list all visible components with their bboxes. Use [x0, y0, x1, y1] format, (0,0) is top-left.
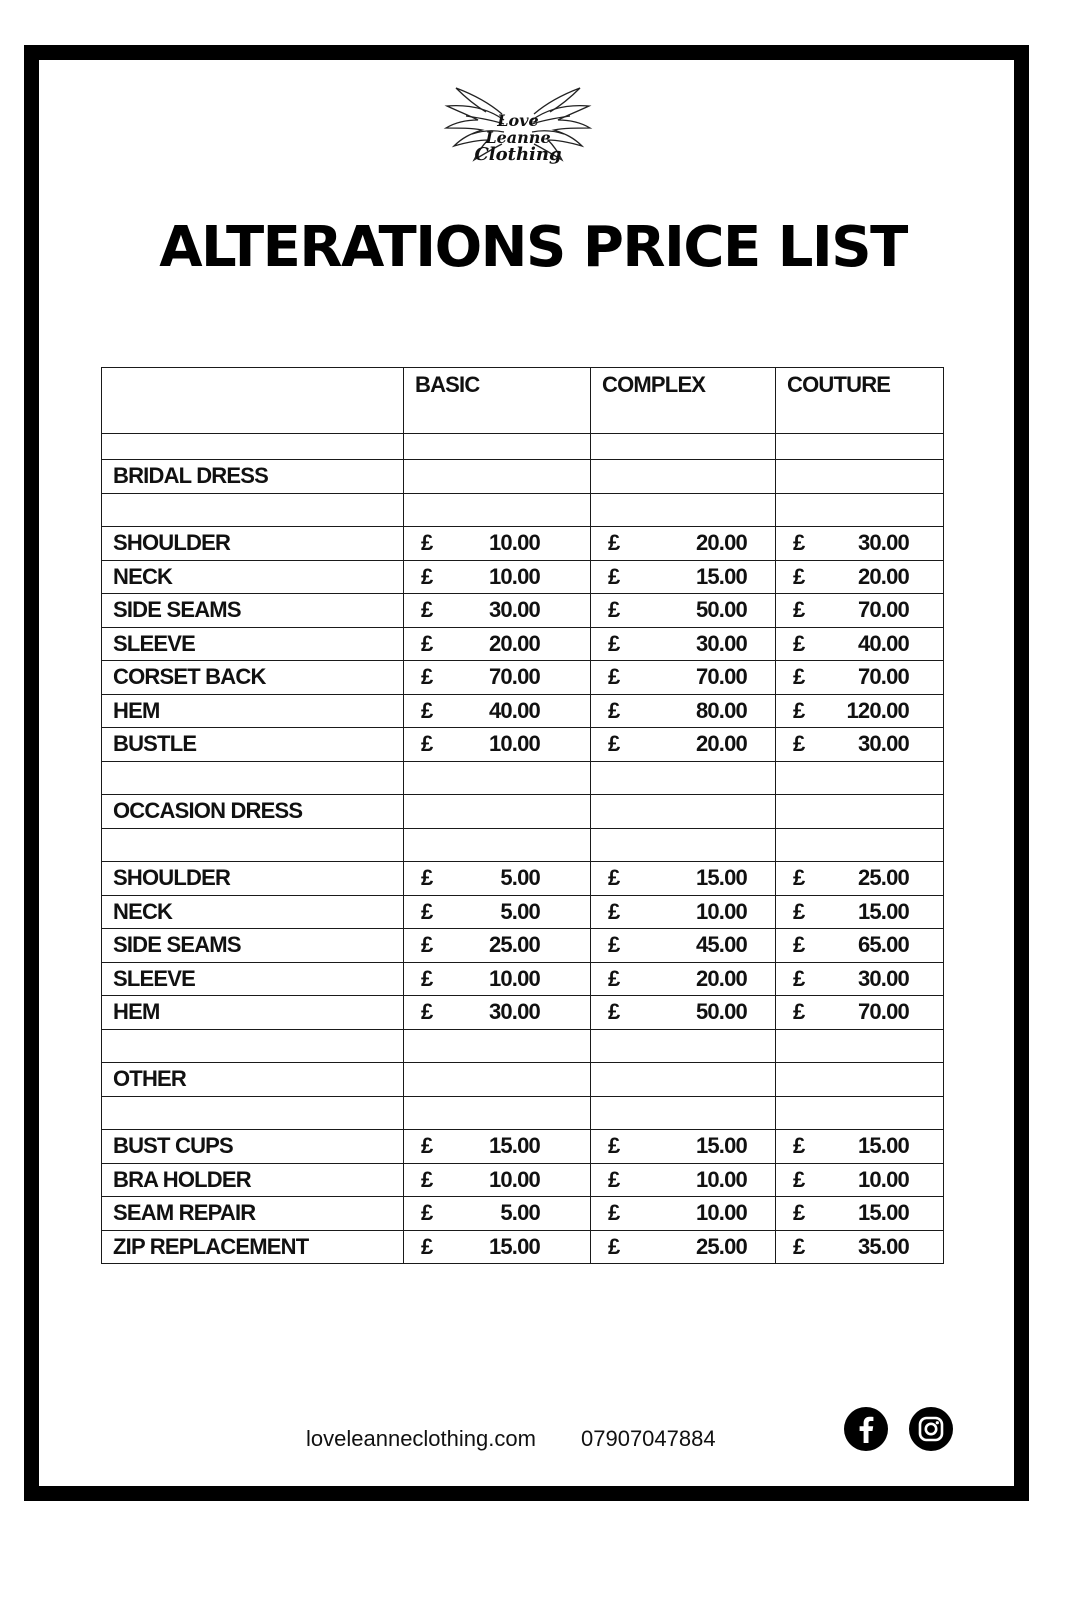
price-cell-complex — [591, 1163, 776, 1197]
currency-symbol: £ — [608, 898, 620, 924]
currency-symbol: £ — [421, 597, 433, 623]
price-cell-couture — [776, 627, 944, 661]
price-amount: 15.00 — [695, 563, 747, 589]
currency-symbol: £ — [421, 965, 433, 991]
page-title: ALTERATIONS PRICE LIST — [159, 215, 907, 280]
price-cell-couture — [776, 895, 944, 929]
blank-cell — [591, 1029, 776, 1063]
item-name: SHOULDER — [102, 527, 404, 561]
price-cell-complex — [591, 527, 776, 561]
price-cell-basic — [404, 694, 591, 728]
price-amount: 10.00 — [695, 898, 747, 924]
blank-cell — [102, 761, 404, 795]
price-amount: 50.00 — [695, 597, 747, 623]
price-amount: 70.00 — [857, 999, 909, 1025]
price-cell-complex — [591, 560, 776, 594]
currency-symbol: £ — [421, 1166, 433, 1192]
blank-cell — [404, 761, 591, 795]
price-cell-basic — [404, 1163, 591, 1197]
blank-cell — [102, 493, 404, 527]
price-cell-basic — [404, 1130, 591, 1164]
price-amount: 20.00 — [857, 563, 909, 589]
currency-symbol: £ — [608, 965, 620, 991]
currency-symbol: £ — [421, 697, 433, 723]
table-row — [102, 627, 944, 661]
price-amount: 30.00 — [488, 999, 540, 1025]
currency-symbol: £ — [421, 999, 433, 1025]
item-name: SHOULDER — [102, 862, 404, 896]
price-cell-basic — [404, 560, 591, 594]
blank-cell — [404, 460, 591, 494]
table-row — [102, 728, 944, 762]
website-link[interactable]: loveleanneclothing.com — [306, 1426, 536, 1451]
price-cell-couture — [776, 694, 944, 728]
price-cell-complex — [591, 1230, 776, 1264]
currency-symbol: £ — [608, 597, 620, 623]
price-amount: 10.00 — [488, 731, 540, 757]
price-amount: 120.00 — [846, 697, 909, 723]
currency-symbol: £ — [608, 1233, 620, 1259]
blank-cell — [404, 493, 591, 527]
spacer-row — [102, 1029, 944, 1063]
item-name: SIDE SEAMS — [102, 929, 404, 963]
price-cell-couture — [776, 1163, 944, 1197]
price-amount: 20.00 — [488, 630, 540, 656]
currency-symbol: £ — [421, 898, 433, 924]
currency-symbol: £ — [793, 1166, 805, 1192]
currency-symbol: £ — [421, 1200, 433, 1226]
blank-cell — [591, 828, 776, 862]
currency-symbol: £ — [793, 1133, 805, 1159]
currency-symbol: £ — [608, 731, 620, 757]
price-amount: 10.00 — [695, 1166, 747, 1192]
price-cell-couture — [776, 560, 944, 594]
price-cell-complex — [591, 1130, 776, 1164]
currency-symbol: £ — [608, 630, 620, 656]
blank-cell — [591, 493, 776, 527]
currency-symbol: £ — [793, 597, 805, 623]
blank-cell — [591, 1063, 776, 1097]
currency-symbol: £ — [793, 932, 805, 958]
item-name: NECK — [102, 895, 404, 929]
price-cell-couture — [776, 962, 944, 996]
price-amount: 25.00 — [488, 932, 540, 958]
price-amount: 20.00 — [695, 965, 747, 991]
price-amount: 15.00 — [857, 1133, 909, 1159]
price-cell-couture — [776, 1197, 944, 1231]
price-cell-complex — [591, 661, 776, 695]
price-cell-couture — [776, 1230, 944, 1264]
price-cell-complex — [591, 862, 776, 896]
price-cell-basic — [404, 527, 591, 561]
currency-symbol: £ — [608, 530, 620, 556]
item-name: NECK — [102, 560, 404, 594]
currency-symbol: £ — [421, 563, 433, 589]
price-cell-basic — [404, 594, 591, 628]
price-amount: 40.00 — [488, 697, 540, 723]
price-amount: 20.00 — [695, 731, 747, 757]
section-name: OCCASION DRESS — [102, 795, 404, 829]
table-row — [102, 862, 944, 896]
table-row — [102, 929, 944, 963]
currency-symbol: £ — [421, 1233, 433, 1259]
blank-cell — [591, 460, 776, 494]
currency-symbol: £ — [608, 865, 620, 891]
price-cell-couture — [776, 594, 944, 628]
price-amount: 30.00 — [857, 965, 909, 991]
price-amount: 5.00 — [500, 898, 540, 924]
currency-symbol: £ — [793, 1200, 805, 1226]
section-name: BRIDAL DRESS — [102, 460, 404, 494]
price-cell-basic — [404, 1230, 591, 1264]
item-name: SLEEVE — [102, 962, 404, 996]
price-amount: 10.00 — [488, 563, 540, 589]
table-row — [102, 1197, 944, 1231]
price-cell-couture — [776, 929, 944, 963]
currency-symbol: £ — [421, 932, 433, 958]
price-cell-complex — [591, 728, 776, 762]
blank-cell — [591, 1096, 776, 1130]
item-name: SLEEVE — [102, 627, 404, 661]
currency-symbol: £ — [793, 1233, 805, 1259]
price-cell-complex — [591, 929, 776, 963]
phone-number: 07907047884 — [581, 1426, 716, 1451]
price-amount: 30.00 — [488, 597, 540, 623]
price-cell-basic — [404, 627, 591, 661]
blank-cell — [776, 434, 944, 460]
price-amount: 30.00 — [857, 530, 909, 556]
price-amount: 70.00 — [857, 664, 909, 690]
table-row — [102, 962, 944, 996]
price-cell-basic — [404, 962, 591, 996]
price-amount: 10.00 — [695, 1200, 747, 1226]
price-amount: 10.00 — [488, 1166, 540, 1192]
price-amount: 5.00 — [500, 1200, 540, 1226]
currency-symbol: £ — [793, 664, 805, 690]
blank-cell — [776, 1029, 944, 1063]
price-cell-couture — [776, 996, 944, 1030]
price-amount: 45.00 — [695, 932, 747, 958]
blank-cell — [404, 1029, 591, 1063]
currency-symbol: £ — [421, 865, 433, 891]
price-cell-complex — [591, 627, 776, 661]
spacer-row — [102, 761, 944, 795]
currency-symbol: £ — [793, 563, 805, 589]
currency-symbol: £ — [608, 1200, 620, 1226]
currency-symbol: £ — [793, 999, 805, 1025]
item-name: CORSET BACK — [102, 661, 404, 695]
price-amount: 15.00 — [857, 1200, 909, 1226]
spacer-row — [102, 434, 944, 460]
header-row — [102, 368, 944, 434]
currency-symbol: £ — [608, 664, 620, 690]
price-cell-complex — [591, 1197, 776, 1231]
currency-symbol: £ — [421, 664, 433, 690]
blank-cell — [776, 1063, 944, 1097]
currency-symbol: £ — [608, 563, 620, 589]
currency-symbol: £ — [608, 999, 620, 1025]
header-blank-cell — [102, 368, 404, 434]
price-amount: 65.00 — [857, 932, 909, 958]
price-amount: 20.00 — [695, 530, 747, 556]
price-cell-basic — [404, 862, 591, 896]
blank-cell — [102, 434, 404, 460]
price-cell-basic — [404, 996, 591, 1030]
price-amount: 5.00 — [500, 865, 540, 891]
table-row — [102, 1130, 944, 1164]
currency-symbol: £ — [793, 865, 805, 891]
column-header-couture: COUTURE — [776, 368, 944, 434]
price-amount: 35.00 — [857, 1233, 909, 1259]
blank-cell — [404, 795, 591, 829]
price-amount: 80.00 — [695, 697, 747, 723]
section-header-row — [102, 1063, 944, 1097]
price-amount: 10.00 — [488, 530, 540, 556]
currency-symbol: £ — [608, 697, 620, 723]
blank-cell — [776, 1096, 944, 1130]
table-row — [102, 996, 944, 1030]
currency-symbol: £ — [793, 731, 805, 757]
brand-logo — [442, 80, 594, 180]
item-name: SEAM REPAIR — [102, 1197, 404, 1231]
price-cell-couture — [776, 728, 944, 762]
currency-symbol: £ — [793, 697, 805, 723]
item-name: ZIP REPLACEMENT — [102, 1230, 404, 1264]
item-name: BUST CUPS — [102, 1130, 404, 1164]
currency-symbol: £ — [608, 1133, 620, 1159]
currency-symbol: £ — [793, 898, 805, 924]
price-amount: 15.00 — [695, 1133, 747, 1159]
blank-cell — [591, 795, 776, 829]
price-cell-basic — [404, 895, 591, 929]
price-cell-basic — [404, 929, 591, 963]
price-cell-complex — [591, 694, 776, 728]
currency-symbol: £ — [608, 1166, 620, 1192]
price-amount: 10.00 — [857, 1166, 909, 1192]
table-row — [102, 527, 944, 561]
currency-symbol: £ — [793, 530, 805, 556]
price-cell-basic — [404, 728, 591, 762]
section-name: OTHER — [102, 1063, 404, 1097]
currency-symbol: £ — [793, 630, 805, 656]
table-row — [102, 1230, 944, 1264]
currency-symbol: £ — [421, 530, 433, 556]
column-header-basic: BASIC — [404, 368, 591, 434]
price-amount: 15.00 — [695, 865, 747, 891]
blank-cell — [102, 1096, 404, 1130]
blank-cell — [776, 795, 944, 829]
price-amount: 30.00 — [695, 630, 747, 656]
table-row — [102, 594, 944, 628]
price-amount: 15.00 — [488, 1133, 540, 1159]
spacer-row — [102, 1096, 944, 1130]
table-row — [102, 895, 944, 929]
item-name: HEM — [102, 996, 404, 1030]
section-header-row — [102, 795, 944, 829]
blank-cell — [776, 761, 944, 795]
price-amount: 15.00 — [488, 1233, 540, 1259]
blank-cell — [404, 434, 591, 460]
price-amount: 15.00 — [857, 898, 909, 924]
price-cell-complex — [591, 895, 776, 929]
price-amount: 10.00 — [488, 965, 540, 991]
blank-cell — [591, 761, 776, 795]
facebook-icon[interactable] — [843, 1406, 889, 1452]
price-cell-basic — [404, 661, 591, 695]
blank-cell — [776, 828, 944, 862]
blank-cell — [404, 828, 591, 862]
item-name: BRA HOLDER — [102, 1163, 404, 1197]
currency-symbol: £ — [421, 731, 433, 757]
price-cell-complex — [591, 962, 776, 996]
blank-cell — [591, 434, 776, 460]
blank-cell — [102, 1029, 404, 1063]
price-amount: 70.00 — [857, 597, 909, 623]
price-cell-basic — [404, 1197, 591, 1231]
table-row — [102, 694, 944, 728]
blank-cell — [776, 460, 944, 494]
item-name: SIDE SEAMS — [102, 594, 404, 628]
item-name: BUSTLE — [102, 728, 404, 762]
table-row — [102, 560, 944, 594]
spacer-row — [102, 493, 944, 527]
price-table-body — [102, 368, 944, 1264]
currency-symbol: £ — [421, 1133, 433, 1159]
column-header-complex: COMPLEX — [591, 368, 776, 434]
blank-cell — [776, 493, 944, 527]
currency-symbol: £ — [421, 630, 433, 656]
price-cell-complex — [591, 594, 776, 628]
price-amount: 30.00 — [857, 731, 909, 757]
price-cell-couture — [776, 1130, 944, 1164]
item-name: HEM — [102, 694, 404, 728]
price-table — [101, 367, 944, 1264]
price-cell-couture — [776, 661, 944, 695]
currency-symbol: £ — [793, 965, 805, 991]
price-amount: 25.00 — [695, 1233, 747, 1259]
instagram-icon[interactable] — [908, 1406, 954, 1452]
blank-cell — [102, 828, 404, 862]
brand-logo-text: Love Leanne Clothing — [474, 111, 562, 165]
price-amount: 40.00 — [857, 630, 909, 656]
price-cell-couture — [776, 862, 944, 896]
currency-symbol: £ — [608, 932, 620, 958]
price-amount: 50.00 — [695, 999, 747, 1025]
spacer-row — [102, 828, 944, 862]
price-amount: 25.00 — [857, 865, 909, 891]
table-row — [102, 661, 944, 695]
price-cell-complex — [591, 996, 776, 1030]
blank-cell — [404, 1063, 591, 1097]
price-cell-couture — [776, 527, 944, 561]
section-header-row — [102, 460, 944, 494]
price-amount: 70.00 — [488, 664, 540, 690]
price-amount: 70.00 — [695, 664, 747, 690]
table-row — [102, 1163, 944, 1197]
blank-cell — [404, 1096, 591, 1130]
